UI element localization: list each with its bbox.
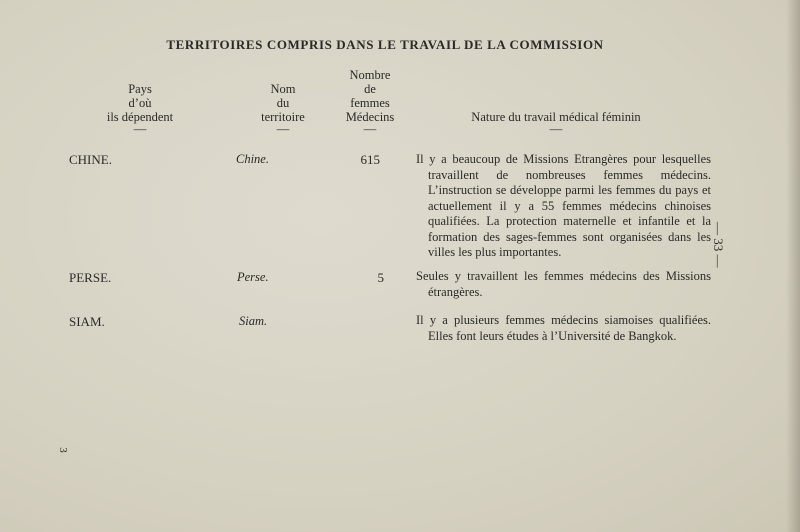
header-nature-dash: — xyxy=(549,122,563,136)
row-country-chine: CHINE. xyxy=(69,152,112,167)
header-nature-label: Nature du travail médical féminin xyxy=(471,110,641,124)
page-number: — 33 — xyxy=(711,222,726,268)
header-count-line-1: Nombre xyxy=(349,68,391,82)
header-count-line-2: de xyxy=(364,82,376,96)
page-title: TERRITOIRES COMPRIS DANS LE TRAVAIL DE LA COMMISSION xyxy=(166,37,604,52)
header-count-line-3: femmes xyxy=(350,96,390,110)
header-territory-line-1: Nom xyxy=(270,82,296,96)
header-country-line-1: Pays xyxy=(128,82,152,96)
header-country-line-2: d’où xyxy=(128,96,152,110)
header-country xyxy=(90,82,190,134)
row-territory-siam: Siam. xyxy=(239,314,268,328)
row-territory-chine: Chine. xyxy=(236,152,269,166)
header-territory-dash: — xyxy=(276,122,290,136)
header-country-dash: — xyxy=(133,122,147,136)
row-desc-chine: Il y a beaucoup de Missions Etrangères pour lesquelles travaillent de nombreuses femmes médecins. L’instruction se développe parmi les femmes du pays et actuellement il y a 55 femmes médecins chinoises qualifiées. La protection maternelle et infantile et la formation des sages-femmes sont organisées dans les villes les plus importantes. xyxy=(416,152,711,259)
gutter-shadow xyxy=(786,0,800,532)
header-country-line-3: ils dépendent xyxy=(106,110,174,124)
header-count-line-4: Médecins xyxy=(345,110,395,124)
header-territory-line-2: du xyxy=(276,96,290,110)
header-count-dash: — xyxy=(363,122,377,136)
header-nature xyxy=(436,110,676,134)
row-count-perse: 5 xyxy=(377,270,384,285)
header-territory xyxy=(238,82,328,134)
header-count xyxy=(330,68,410,134)
header-territory-line-3: territoire xyxy=(261,110,305,124)
row-desc-siam: Il y a plusieurs femmes médecins siamoises qualifiées. Elles font leurs études à l’Université de Bangkok. xyxy=(416,313,711,343)
row-territory-perse: Perse. xyxy=(237,270,269,284)
row-desc-perse: Seules y travaillent les femmes médecins des Missions étrangères. xyxy=(416,269,711,299)
corner-signature-mark: 3 xyxy=(56,447,69,453)
row-count-chine: 615 xyxy=(360,152,380,167)
row-country-perse: PERSE. xyxy=(69,270,112,285)
row-country-siam: SIAM. xyxy=(69,314,105,329)
